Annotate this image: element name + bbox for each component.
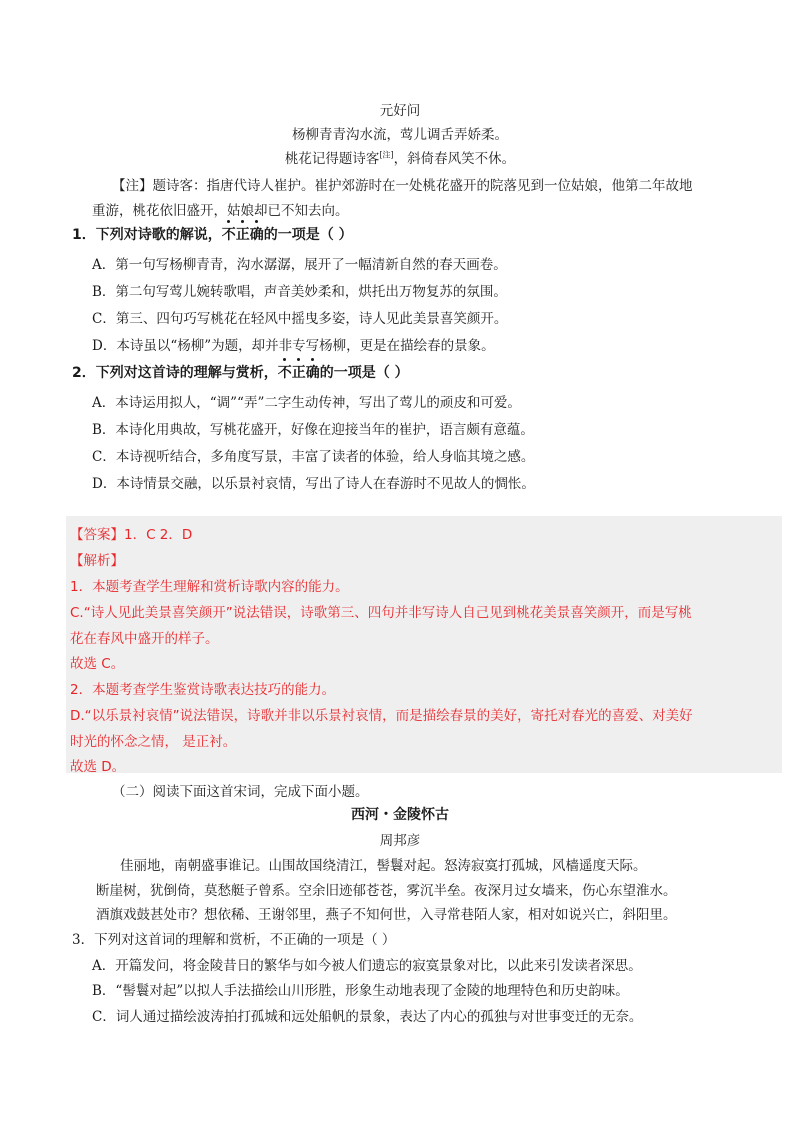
analysis-line-2: C.“诗人见此美景喜笑颜开”说法错误，诗歌第三、四句并非写诗人自己见到桃花美景喜笑颜开，而是写桃	[70, 605, 692, 621]
question-2-stem	[72, 362, 409, 382]
analysis-line-8: 故选 D。	[70, 759, 126, 775]
emphasis-char: 确	[306, 362, 320, 382]
q2-option-d: D．本诗情景交融，以乐景衬哀情，写出了诗人在春游时不见故人的惆怅。	[92, 476, 535, 492]
question-2-prefix: 2．下列对这首诗的理解与赏析，	[72, 365, 278, 381]
analysis-line-3: 花在春风中盛开的样子。	[70, 631, 219, 647]
q2-option-c: C．本诗视听结合，多角度写景，丰富了读者的体验，给人身临其境之感。	[92, 449, 535, 465]
emphasis-char: 确	[250, 224, 264, 244]
footnote-marker: [注]	[379, 150, 394, 160]
q3-option-b: B．“髻鬟对起”以拟人手法描绘山川形胜，形象生动地表现了金陵的地理特色和历史韵味。	[92, 983, 629, 999]
q2-option-b: B．本诗化用典故，写桃花盛开，好像在迎接当年的崔护，语言颇有意蕴。	[92, 422, 534, 438]
poem-author: 元好问	[379, 103, 421, 119]
ci-line-3: 酒旗戏鼓甚处市？想依稀、王谢邻里，燕子不知何世，入寻常巷陌人家，相对如说兴亡，斜阳里。	[96, 907, 677, 923]
q3-option-a: A．开篇发问，将金陵昔日的繁华与如今被人们遗忘的寂寞景象对比，以此来引发读者深思。	[92, 958, 642, 974]
ci-title: 西河・金陵怀古	[351, 807, 449, 823]
ci-line-2: 断崖树，犹倒倚，莫愁艇子曾系。空余旧迹郁苍苍，雾沉半垒。夜深月过女墙来，伤心东望淮水。	[96, 883, 677, 899]
poem-line-2-text-end: ，斜倚春风笑不休。	[393, 151, 516, 167]
analysis-line-6: D.“以乐景衬哀情”说法错误，诗歌并非以乐景衬哀情，而是描绘春景的美好，寄托对春光的喜爱、对美好	[70, 708, 693, 724]
poem-line-2-text: 桃花记得题诗客	[284, 151, 380, 167]
answer-line: 【答案】1．C 2．D	[70, 527, 193, 543]
emphasis-char: 不	[222, 224, 236, 244]
poem-line-1: 杨柳青青沟水流，莺儿调舌弄娇柔。	[292, 127, 508, 143]
note-line-1: 【注】题诗客：指唐代诗人崔护。崔护郊游时在一处桃花盛开的院落见到一位姑娘，他第二年故地	[112, 178, 693, 194]
q1-option-d: D．本诗虽以“杨柳”为题，却并非专写杨柳，更是在描绘春的景象。	[92, 338, 495, 354]
poem-line-2	[0, 147, 800, 167]
analysis-line-4: 故选 C。	[70, 656, 125, 672]
emphasis-char: 不	[278, 362, 292, 382]
emphasis-char: 正	[236, 224, 250, 244]
analysis-heading: 【解析】	[70, 553, 124, 569]
q2-option-a: A．本诗运用拟人，“调”“弄”二字生动传神，写出了莺儿的顽皮和可爱。	[92, 395, 521, 411]
note-line-2: 重游，桃花依旧盛开，姑娘却已不知去向。	[92, 203, 349, 219]
analysis-line-7: 时光的怀念之情， 是正衬。	[70, 734, 237, 750]
section-intro: （二）阅读下面这首宋词，完成下面小题。	[112, 784, 369, 800]
question-1-stem	[72, 224, 353, 244]
q1-option-b: B．第二句写莺儿婉转歌唱，声音美妙柔和，烘托出万物复苏的氛围。	[92, 284, 507, 300]
question-3-stem: 3．下列对这首词的理解和赏析，不正确的一项是（ ）	[72, 932, 396, 948]
q3-option-c: C．词人通过描绘波涛拍打孤城和远处船帆的景象，表达了内心的孤独与对世事变迁的无奈。	[92, 1009, 643, 1025]
question-1-prefix: 1．下列对诗歌的解说，	[72, 227, 222, 243]
question-1-suffix: 的一项是（ ）	[263, 227, 353, 243]
ci-line-1: 佳丽地，南朝盛事谁记。山围故国绕清江，髻鬟对起。怒涛寂寞打孤城，风樯遥度天际。	[120, 858, 647, 874]
ci-author: 周邦彦	[379, 833, 421, 849]
analysis-line-5: 2．本题考查学生鉴赏诗歌表达技巧的能力。	[70, 682, 336, 698]
q1-option-c: C．第三、四句巧写桃花在轻风中摇曳多姿，诗人见此美景喜笑颜开。	[92, 311, 508, 327]
q1-option-a: A．第一句写杨柳青青，沟水潺潺，展开了一幅清新自然的春天画卷。	[92, 257, 507, 273]
emphasis-char: 正	[292, 362, 306, 382]
analysis-line-1: 1．本题考查学生理解和赏析诗歌内容的能力。	[70, 579, 349, 595]
question-2-suffix: 的一项是（ ）	[319, 365, 409, 381]
